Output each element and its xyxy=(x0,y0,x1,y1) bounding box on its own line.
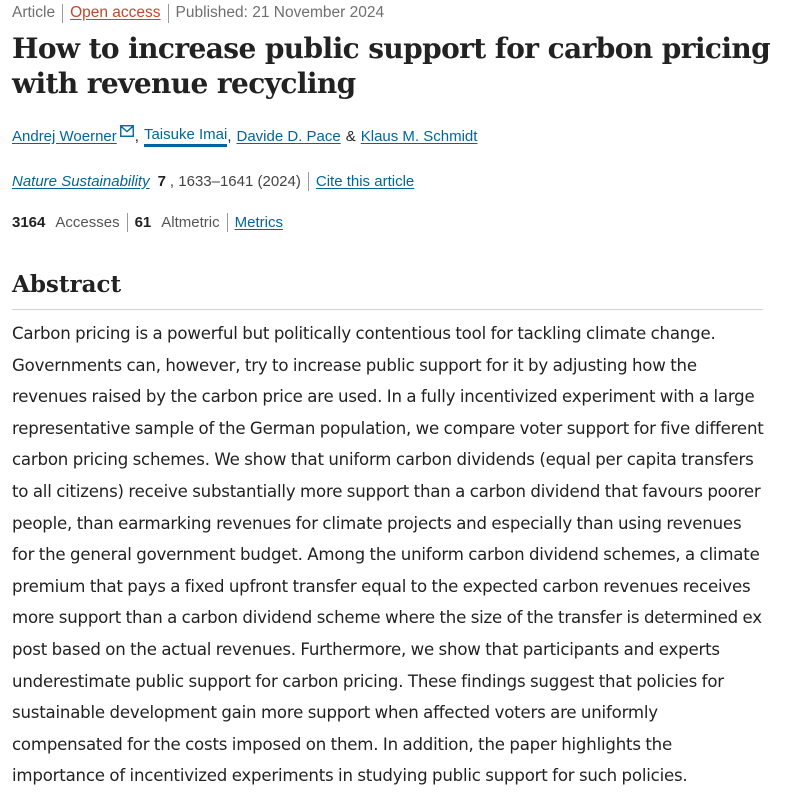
meta-separator xyxy=(62,4,63,23)
author-separator: , xyxy=(134,127,139,145)
mail-icon[interactable] xyxy=(120,124,134,136)
journal-volume: 7 xyxy=(157,172,166,190)
author-link-schmidt[interactable]: Klaus M. Schmidt xyxy=(360,127,478,145)
open-access-link[interactable]: Open access xyxy=(70,4,161,21)
accesses-label: Accesses xyxy=(55,213,120,231)
altmetric-count: 61 xyxy=(134,213,152,231)
author-link-woerner[interactable]: Andrej Woerner xyxy=(12,127,117,145)
accesses-count: 3164 xyxy=(12,213,46,231)
author-separator: , xyxy=(227,127,232,145)
abstract-heading: Abstract xyxy=(12,271,122,298)
article-type: Article xyxy=(12,4,56,21)
metrics-link[interactable]: Metrics xyxy=(234,213,283,231)
article-metrics xyxy=(12,211,283,233)
meta-separator xyxy=(127,213,128,232)
article-title: How to increase public support for carbon pricing with revenue recycling xyxy=(12,32,771,100)
author-list xyxy=(12,125,477,147)
meta-separator xyxy=(227,213,228,232)
author-link-imai[interactable]: Taisuke Imai xyxy=(144,126,227,147)
cite-article-link[interactable]: Cite this article xyxy=(315,172,415,190)
abstract-text: Carbon pricing is a powerful but politically contentious tool for tackling climate change. Governments can, however, try to increase public support for it by adjusting how the revenues raised by the carbon price are used. In a fully incentivized experiment with a large representative sample of the German population, we compare voter support for five different carbon pricing schemes. We show that uniform carbon dividends (equal per capita transfers to all citizens) receive substantially more support than a carbon dividend that favours poorer people, than earmarking revenues for climate projects and especially than using revenues for the general government budget. Among the uniform carbon dividend schemes, a climate premium that pays a fixed upfront transfer equal to the expected carbon revenues receives more support than a carbon dividend scheme where the size of the transfer is determined ex post based on the actual revenues. Furthermore, we show that participants and experts underestimate public support for carbon pricing. These findings suggest that policies for sustainable development gain more support when affected voters are uniformly compensated for the costs imposed on them. In addition, the paper highlights the importance of incentivized experiments in studying public support for such policies. xyxy=(12,324,764,786)
section-divider xyxy=(12,309,763,310)
published-date: Published: 21 November 2024 xyxy=(175,4,385,21)
meta-separator xyxy=(168,4,169,23)
author-link-pace[interactable]: Davide D. Pace xyxy=(236,127,341,145)
meta-separator xyxy=(308,172,309,191)
altmetric-label: Altmetric xyxy=(161,213,220,231)
citation-line xyxy=(12,170,414,192)
journal-pages-year: , 1633–1641 (2024) xyxy=(169,172,301,190)
article-meta xyxy=(12,3,384,23)
author-ampersand: & xyxy=(345,127,356,145)
journal-link[interactable]: Nature Sustainability xyxy=(12,172,150,190)
